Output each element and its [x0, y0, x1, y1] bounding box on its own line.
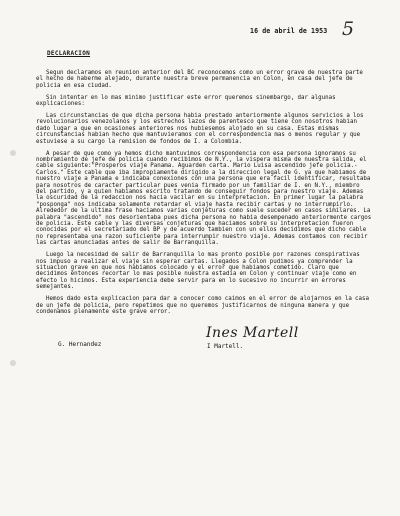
handwritten-signature: Ines Martell	[206, 325, 299, 341]
signatory-right: I Martell.	[207, 343, 244, 350]
paragraph-1: Segun declaramos en reunion anterior del BC reconocemos como un error grave de nuestra parte el hecho de haberme alejado, durante nuestra breve permanencia en Colon, en casa del jefe de policia en esa ciudad.	[36, 70, 363, 89]
document-date: 16 de abril de 1953	[250, 27, 328, 35]
page-number: 5	[342, 18, 355, 40]
signatory-left: G. Hernandez	[58, 341, 102, 348]
document-body	[36, 70, 372, 321]
punch-hole	[10, 360, 16, 366]
document-heading: DECLARACION	[47, 50, 91, 57]
paragraph-5: Luego la necesidad de salir de Barranquilla lo mas pronto posible por razones conspirativas nos impuso a realizar el viaje sin esperar cartas. Llegados a Colon pudimos ya comprender la situacion grave en que nos habiamos colocado y el error que habiamos cometido. Claro que decidimos entonces recortar lo mas posible nuestra estadia en Colon y continuar viaje como en efecto lo hicimos. Esta experiencia debe servir para en lo sucesivo no incurrir en errores semejantes.	[36, 252, 360, 291]
paragraph-3: Las circunstancias de que dicha persona habia prestado anteriormente algunos servicios a los revolucionarios venezolanos y los estrechos lazos de parentesco que tiene con nosotros habian dado lugar a que en ocasiones anteriores nos hubiesemos alojado en su casa. Estas mismas circunstancias habian hecho que mantuvieramos con el correspondencia mas o menos regular y que estuviese a su cargo la remision de fondos de I. a Colombia.	[36, 113, 364, 145]
paragraph-2: Sin intentar en lo mas minimo justificar este error queremos sinembargo, dar algunas explicaciones:	[36, 94, 336, 108]
paragraph-4: A pesar de que como ya hemos dicho mantuvimos correspondencia con esa persona ignoramos su nombramiento de jefe de policia cuando recibimos de N.Y., la vispera misma de nuestra salida, el cable siguiente:"Prosperos viaje Panama. Aguarden carta. Mario Luisa ascendido jefe policia.-Carlos." Este cable que iba impropiamente dirigido a la direccion legal de G. ya que habiamos de nuestro viaje a Panama e indicaba conexiones con una persona que era facil identificar, resultaba para nosotros de caracter particular pues venia firmado por un familiar de I. en N.Y., miembro del partido, y a quien habiamos escrito tratando de conseguir fondos para nuestro viaje. Ademas la oscuridad de la redaccion nos hacia vacilar en su interpretacion. En primer lugar la palabra "posponga" nos indicaba solamente retardar el viaje hasta recibir cartas y no interrumpirlo. Alrededor de la ultima frase haciamos varias conjeturas como suele suceder en casos similares. La palabra "ascendido" nos desorientaba pues dicha persona no habia desempenado anteriormente cargos de policia. Este cable y las diversas conjeturas que haciamos sobre su interpretacion fueron conocidas por el secretariado del BP y de acuerdo tambien con un ellos decidimos que dicho cable no representaba una razon suficiente para interrumpir nuestro viaje. Ademas contamos con recibir las cartas anunciadas antes de salir de Barranquilla.	[36, 150, 372, 247]
paragraph-6: Hemos dado esta explicacion para dar a conocer como caimos en el error de alojarnos en la casa de un jefe de policia, pero repetimos que no queremos justificarnos de ninguna manera y que condenamos plenamente este grave error.	[36, 296, 369, 315]
punch-hole	[10, 150, 16, 156]
